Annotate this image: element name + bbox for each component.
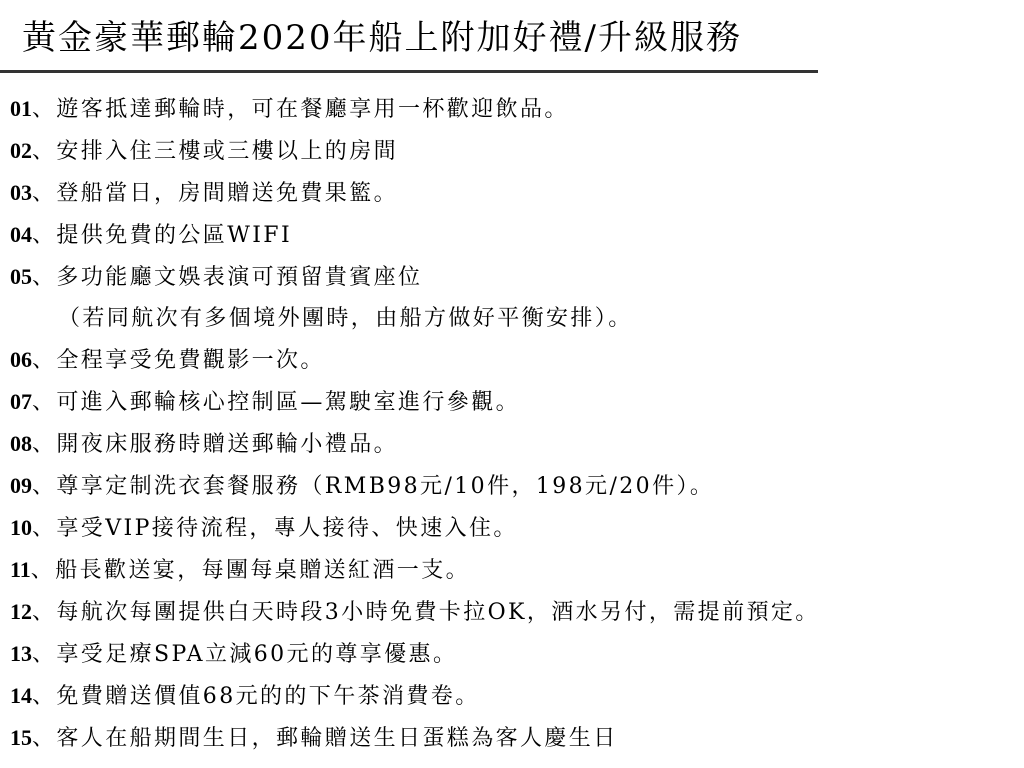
list-item [10, 130, 1020, 172]
list-item [10, 339, 1020, 381]
item-text: 提供免費的公區WIFI [56, 223, 293, 248]
list-item [10, 172, 1020, 214]
list-item [10, 591, 1020, 633]
title-underline [0, 70, 818, 73]
list-item [10, 381, 1020, 423]
item-separator: 、 [32, 265, 57, 290]
item-number: 12 [10, 599, 32, 624]
list-item [10, 507, 1020, 549]
item-separator: 、 [32, 223, 57, 248]
item-number: 09 [10, 473, 32, 498]
item-number: 08 [10, 431, 32, 456]
item-separator: 、 [32, 726, 57, 751]
item-number: 15 [10, 725, 32, 750]
item-separator: 、 [32, 642, 57, 667]
item-number: 11 [10, 557, 31, 582]
item-text: 每航次每團提供白天時段3小時免費卡拉OK，酒水另付，需提前預定。 [56, 600, 820, 625]
item-text: 免費贈送價值68元的的下午茶消費卷。 [56, 684, 480, 709]
list-item [10, 633, 1020, 675]
list-item [10, 256, 1020, 298]
list-item [10, 549, 1020, 591]
item-separator: 、 [32, 684, 57, 709]
item-text: （若同航次有多個境外團時，由船方做好平衡安排）。 [58, 306, 633, 331]
list-item [10, 214, 1020, 256]
list-item-continuation [10, 298, 1020, 339]
list-item [10, 465, 1020, 507]
item-text: 船長歡送宴，每團每桌贈送紅酒一支。 [55, 558, 471, 583]
item-separator: 、 [32, 97, 57, 122]
item-text: 開夜床服務時贈送郵輪小禮品。 [56, 432, 399, 457]
item-separator: 、 [32, 516, 57, 541]
item-number: 07 [10, 389, 32, 414]
item-text: 享受足療SPA立減60元的尊享優惠。 [56, 642, 458, 667]
item-text: 全程享受免費觀影一次。 [56, 348, 325, 373]
item-separator: 、 [32, 432, 57, 457]
item-separator: 、 [32, 139, 57, 164]
list-item [10, 423, 1020, 465]
item-separator: 、 [30, 558, 56, 583]
list-item [10, 88, 1020, 130]
item-separator: 、 [32, 474, 57, 499]
item-text: 登船當日，房間贈送免費果籃。 [56, 181, 399, 206]
item-text: 可進入郵輪核心控制區—駕駛室進行參觀。 [56, 390, 521, 415]
item-separator: 、 [32, 348, 57, 373]
item-text: 多功能廳文娛表演可預留貴賓座位 [56, 265, 423, 290]
item-separator: 、 [32, 390, 57, 415]
list-item [10, 717, 1020, 759]
item-text: 享受VIP接待流程，專人接待、快速入住。 [56, 516, 518, 541]
item-number: 10 [10, 515, 32, 540]
item-number: 01 [10, 96, 32, 121]
service-list [10, 88, 1020, 759]
item-text: 遊客抵達郵輪時，可在餐廳享用一杯歡迎飲品。 [56, 97, 569, 122]
item-number: 06 [10, 347, 32, 372]
item-text: 安排入住三樓或三樓以上的房間 [56, 139, 399, 164]
item-number: 03 [10, 180, 32, 205]
item-number: 02 [10, 138, 32, 163]
page-title: 黃金豪華郵輪2020年船上附加好禮/升級服務 [22, 18, 742, 58]
item-text: 尊享定制洗衣套餐服務（RMB98元/10件，198元/20件）。 [56, 474, 715, 499]
item-number: 05 [10, 264, 32, 289]
item-number: 14 [10, 683, 32, 708]
list-item [10, 675, 1020, 717]
item-number: 13 [10, 641, 32, 666]
item-text: 客人在船期間生日，郵輪贈送生日蛋糕為客人慶生日 [56, 726, 618, 751]
item-separator: 、 [32, 600, 57, 625]
item-separator: 、 [32, 181, 57, 206]
item-number: 04 [10, 222, 32, 247]
